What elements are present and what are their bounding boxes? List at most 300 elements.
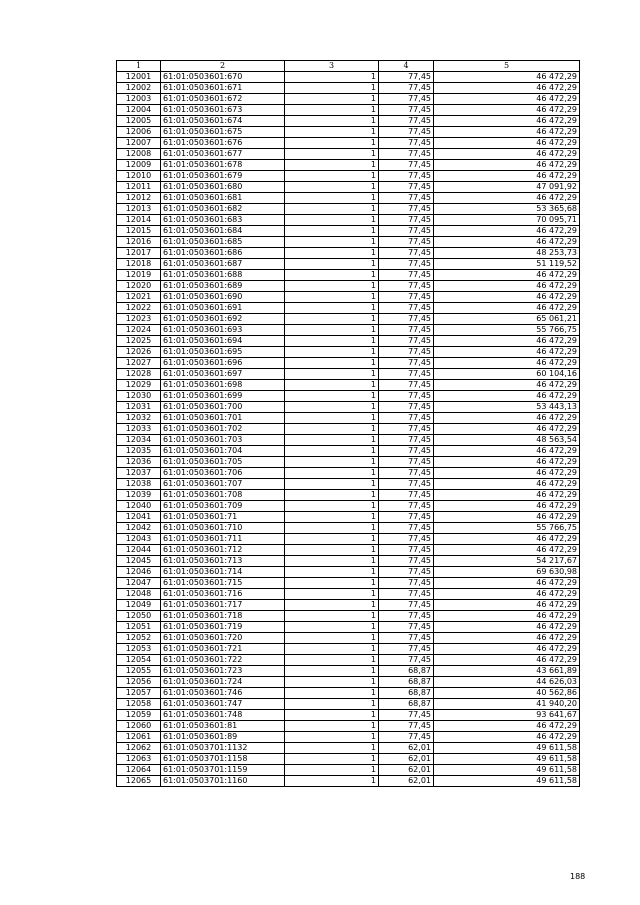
table-row [117,622,580,633]
value-cell: 65 061,21 [434,314,580,325]
row-number-cell: 12014 [117,215,161,226]
value-cell: 70 095,71 [434,215,580,226]
row-number-cell: 12022 [117,303,161,314]
area-cell: 62,01 [379,754,434,765]
table-row [117,380,580,391]
area-cell: 62,01 [379,765,434,776]
count-cell: 1 [285,435,379,446]
area-cell: 77,45 [379,391,434,402]
table-row [117,402,580,413]
count-cell: 1 [285,699,379,710]
count-cell: 1 [285,149,379,160]
area-cell: 77,45 [379,435,434,446]
table-row [117,710,580,721]
table-row [117,688,580,699]
area-cell: 77,45 [379,578,434,589]
table-row [117,633,580,644]
count-cell: 1 [285,292,379,303]
area-cell: 77,45 [379,446,434,457]
area-cell: 77,45 [379,380,434,391]
count-cell: 1 [285,72,379,83]
row-number-cell: 12040 [117,501,161,512]
row-number-cell: 12027 [117,358,161,369]
value-cell: 55 766,75 [434,523,580,534]
count-cell: 1 [285,182,379,193]
area-cell: 77,45 [379,479,434,490]
value-cell: 46 472,29 [434,149,580,160]
value-cell: 46 472,29 [434,545,580,556]
cadastral-number-cell: 61:01:0503601:747 [161,699,285,710]
cadastral-number-cell: 61:01:0503601:692 [161,314,285,325]
count-cell: 1 [285,204,379,215]
area-cell: 77,45 [379,303,434,314]
area-cell: 77,45 [379,292,434,303]
table-row [117,369,580,380]
cadastral-number-cell: 61:01:0503601:706 [161,468,285,479]
area-cell: 68,87 [379,699,434,710]
value-cell: 46 472,29 [434,83,580,94]
value-cell: 46 472,29 [434,578,580,589]
table-row [117,545,580,556]
table-row [117,479,580,490]
count-cell: 1 [285,611,379,622]
table-row [117,325,580,336]
count-cell: 1 [285,490,379,501]
cadastral-number-cell: 61:01:0503601:678 [161,160,285,171]
table-row [117,281,580,292]
row-number-cell: 12036 [117,457,161,468]
value-cell: 46 472,29 [434,622,580,633]
count-cell: 1 [285,281,379,292]
value-cell: 46 472,29 [434,270,580,281]
row-number-cell: 12057 [117,688,161,699]
count-cell: 1 [285,655,379,666]
count-cell: 1 [285,237,379,248]
row-number-cell: 12035 [117,446,161,457]
value-cell: 46 472,29 [434,512,580,523]
table-row [117,347,580,358]
table-row [117,776,580,787]
table-row [117,314,580,325]
count-cell: 1 [285,138,379,149]
row-number-cell: 12061 [117,732,161,743]
cadastral-number-cell: 61:01:0503601:693 [161,325,285,336]
table-row [117,127,580,138]
count-cell: 1 [285,193,379,204]
cadastral-number-cell: 61:01:0503601:714 [161,567,285,578]
count-cell: 1 [285,457,379,468]
value-cell: 40 562,86 [434,688,580,699]
area-cell: 77,45 [379,457,434,468]
value-cell: 49 611,58 [434,765,580,776]
row-number-cell: 12064 [117,765,161,776]
table-row [117,160,580,171]
area-cell: 77,45 [379,732,434,743]
row-number-cell: 12056 [117,677,161,688]
row-number-cell: 12026 [117,347,161,358]
cadastral-number-cell: 61:01:0503601:721 [161,644,285,655]
value-cell: 46 472,29 [434,413,580,424]
area-cell: 77,45 [379,314,434,325]
count-cell: 1 [285,215,379,226]
table-row [117,204,580,215]
area-cell: 77,45 [379,182,434,193]
count-cell: 1 [285,105,379,116]
value-cell: 46 472,29 [434,501,580,512]
area-cell: 77,45 [379,160,434,171]
cadastral-number-cell: 61:01:0503601:709 [161,501,285,512]
row-number-cell: 12032 [117,413,161,424]
cadastral-number-cell: 61:01:0503601:698 [161,380,285,391]
count-cell: 1 [285,776,379,787]
row-number-cell: 12058 [117,699,161,710]
area-cell: 77,45 [379,94,434,105]
count-cell: 1 [285,578,379,589]
cadastral-number-cell: 61:01:0503601:671 [161,83,285,94]
count-cell: 1 [285,721,379,732]
value-cell: 46 472,29 [434,358,580,369]
count-cell: 1 [285,622,379,633]
value-cell: 46 472,29 [434,226,580,237]
count-cell: 1 [285,754,379,765]
table-row [117,644,580,655]
cadastral-number-cell: 61:01:0503601:716 [161,589,285,600]
table-row [117,149,580,160]
value-cell: 46 472,29 [434,336,580,347]
value-cell: 49 611,58 [434,743,580,754]
row-number-cell: 12047 [117,578,161,589]
row-number-cell: 12025 [117,336,161,347]
area-cell: 77,45 [379,512,434,523]
row-number-cell: 12020 [117,281,161,292]
area-cell: 77,45 [379,556,434,567]
cadastral-number-cell: 61:01:0503601:699 [161,391,285,402]
area-cell: 77,45 [379,545,434,556]
count-cell: 1 [285,666,379,677]
row-number-cell: 12051 [117,622,161,633]
count-cell: 1 [285,523,379,534]
cadastral-number-cell: 61:01:0503601:746 [161,688,285,699]
row-number-cell: 12045 [117,556,161,567]
row-number-cell: 12018 [117,259,161,270]
value-cell: 54 217,67 [434,556,580,567]
count-cell: 1 [285,127,379,138]
area-cell: 77,45 [379,523,434,534]
count-cell: 1 [285,468,379,479]
cadastral-number-cell: 61:01:0503601:690 [161,292,285,303]
count-cell: 1 [285,688,379,699]
table-row [117,512,580,523]
value-cell: 46 472,29 [434,303,580,314]
cadastral-number-cell: 61:01:0503601:682 [161,204,285,215]
table-row [117,391,580,402]
area-cell: 77,45 [379,248,434,259]
cadastral-number-cell: 61:01:0503601:717 [161,600,285,611]
value-cell: 46 472,29 [434,380,580,391]
table-row [117,534,580,545]
row-number-cell: 12012 [117,193,161,204]
value-cell: 48 563,54 [434,435,580,446]
cadastral-number-cell: 61:01:0503601:673 [161,105,285,116]
area-cell: 77,45 [379,83,434,94]
cadastral-number-cell: 61:01:0503601:683 [161,215,285,226]
row-number-cell: 12031 [117,402,161,413]
area-cell: 77,45 [379,193,434,204]
table-row [117,446,580,457]
row-number-cell: 12007 [117,138,161,149]
count-cell: 1 [285,303,379,314]
table-row [117,237,580,248]
row-number-cell: 12003 [117,94,161,105]
table-row [117,589,580,600]
cadastral-number-cell: 61:01:0503601:672 [161,94,285,105]
cadastral-number-cell: 61:01:0503601:680 [161,182,285,193]
table-row [117,567,580,578]
value-cell: 46 472,29 [434,281,580,292]
count-cell: 1 [285,479,379,490]
row-number-cell: 12033 [117,424,161,435]
table-row [117,435,580,446]
area-cell: 77,45 [379,468,434,479]
value-cell: 46 472,29 [434,534,580,545]
count-cell: 1 [285,600,379,611]
area-cell: 77,45 [379,721,434,732]
area-cell: 77,45 [379,600,434,611]
table-row [117,358,580,369]
cadastral-number-cell: 61:01:0503701:1159 [161,765,285,776]
row-number-cell: 12002 [117,83,161,94]
cadastral-number-cell: 61:01:0503601:722 [161,655,285,666]
value-cell: 44 626,03 [434,677,580,688]
table-row [117,182,580,193]
value-cell: 46 472,29 [434,347,580,358]
table-row [117,611,580,622]
area-cell: 77,45 [379,655,434,666]
table-row [117,457,580,468]
value-cell: 46 472,29 [434,105,580,116]
row-number-cell: 12016 [117,237,161,248]
row-number-cell: 12062 [117,743,161,754]
row-number-cell: 12055 [117,666,161,677]
cadastral-number-cell: 61:01:0503601:720 [161,633,285,644]
table-header [117,61,580,72]
value-cell: 41 940,20 [434,699,580,710]
count-cell: 1 [285,116,379,127]
count-cell: 1 [285,512,379,523]
row-number-cell: 12042 [117,523,161,534]
row-number-cell: 12013 [117,204,161,215]
table-row [117,754,580,765]
row-number-cell: 12005 [117,116,161,127]
row-number-cell: 12050 [117,611,161,622]
count-cell: 1 [285,259,379,270]
table-row [117,743,580,754]
cadastral-number-cell: 61:01:0503601:713 [161,556,285,567]
column-header-5: 5 [434,61,580,72]
area-cell: 77,45 [379,237,434,248]
row-number-cell: 12044 [117,545,161,556]
count-cell: 1 [285,226,379,237]
value-cell: 46 472,29 [434,171,580,182]
table-row [117,248,580,259]
table-row [117,578,580,589]
cadastral-number-cell: 61:01:0503601:686 [161,248,285,259]
area-cell: 77,45 [379,281,434,292]
cadastral-number-cell: 61:01:0503601:697 [161,369,285,380]
area-cell: 77,45 [379,72,434,83]
table-row [117,215,580,226]
column-header-2: 2 [161,61,285,72]
area-cell: 77,45 [379,149,434,160]
value-cell: 46 472,29 [434,732,580,743]
row-number-cell: 12024 [117,325,161,336]
value-cell: 46 472,29 [434,479,580,490]
cadastral-number-cell: 61:01:0503601:748 [161,710,285,721]
cadastral-number-cell: 61:01:0503601:711 [161,534,285,545]
cadastral-number-cell: 61:01:0503601:675 [161,127,285,138]
cadastral-number-cell: 61:01:0503601:715 [161,578,285,589]
row-number-cell: 12063 [117,754,161,765]
cadastral-number-cell: 61:01:0503601:694 [161,336,285,347]
value-cell: 93 641,67 [434,710,580,721]
value-cell: 46 472,29 [434,94,580,105]
row-number-cell: 12017 [117,248,161,259]
value-cell: 69 630,98 [434,567,580,578]
count-cell: 1 [285,677,379,688]
cadastral-number-cell: 61:01:0503601:670 [161,72,285,83]
cadastral-number-cell: 61:01:0503601:708 [161,490,285,501]
cadastral-number-cell: 61:01:0503601:684 [161,226,285,237]
count-cell: 1 [285,765,379,776]
count-cell: 1 [285,633,379,644]
value-cell: 51 119,52 [434,259,580,270]
column-header-1: 1 [117,61,161,72]
area-cell: 77,45 [379,589,434,600]
cadastral-number-cell: 61:01:0503601:679 [161,171,285,182]
row-number-cell: 12054 [117,655,161,666]
value-cell: 46 472,29 [434,457,580,468]
area-cell: 68,87 [379,688,434,699]
area-cell: 77,45 [379,710,434,721]
count-cell: 1 [285,589,379,600]
table-row [117,259,580,270]
table-row [117,666,580,677]
count-cell: 1 [285,314,379,325]
value-cell: 48 253,73 [434,248,580,259]
cadastral-number-cell: 61:01:0503601:723 [161,666,285,677]
value-cell: 46 472,29 [434,292,580,303]
table-row [117,677,580,688]
table-row [117,138,580,149]
row-number-cell: 12037 [117,468,161,479]
area-cell: 77,45 [379,204,434,215]
row-number-cell: 12043 [117,534,161,545]
area-cell: 77,45 [379,424,434,435]
header-row [117,61,580,72]
table-row [117,105,580,116]
value-cell: 49 611,58 [434,754,580,765]
cadastral-number-cell: 61:01:0503601:703 [161,435,285,446]
row-number-cell: 12038 [117,479,161,490]
area-cell: 77,45 [379,534,434,545]
cadastral-number-cell: 61:01:0503601:695 [161,347,285,358]
table-row [117,468,580,479]
table-row [117,699,580,710]
row-number-cell: 12019 [117,270,161,281]
row-number-cell: 12029 [117,380,161,391]
area-cell: 77,45 [379,501,434,512]
value-cell: 46 472,29 [434,160,580,171]
count-cell: 1 [285,413,379,424]
value-cell: 53 365,68 [434,204,580,215]
row-number-cell: 12030 [117,391,161,402]
row-number-cell: 12023 [117,314,161,325]
count-cell: 1 [285,545,379,556]
area-cell: 77,45 [379,105,434,116]
cadastral-number-cell: 61:01:0503601:719 [161,622,285,633]
value-cell: 46 472,29 [434,644,580,655]
area-cell: 77,45 [379,325,434,336]
count-cell: 1 [285,83,379,94]
cadastral-number-cell: 61:01:0503601:89 [161,732,285,743]
area-cell: 62,01 [379,743,434,754]
cadastral-number-cell: 61:01:0503601:696 [161,358,285,369]
cadastral-number-cell: 61:01:0503601:724 [161,677,285,688]
cadastral-number-cell: 61:01:0503601:689 [161,281,285,292]
area-cell: 62,01 [379,776,434,787]
value-cell: 46 472,29 [434,72,580,83]
value-cell: 46 472,29 [434,468,580,479]
table-row [117,413,580,424]
table-row [117,501,580,512]
area-cell: 77,45 [379,402,434,413]
area-cell: 77,45 [379,490,434,501]
cadastral-number-cell: 61:01:0503601:674 [161,116,285,127]
row-number-cell: 12011 [117,182,161,193]
row-number-cell: 12010 [117,171,161,182]
cadastral-number-cell: 61:01:0503601:702 [161,424,285,435]
value-cell: 46 472,29 [434,721,580,732]
row-number-cell: 12060 [117,721,161,732]
table-row [117,336,580,347]
row-number-cell: 12046 [117,567,161,578]
table-row [117,226,580,237]
cadastral-number-cell: 61:01:0503601:81 [161,721,285,732]
value-cell: 47 091,92 [434,182,580,193]
table-row [117,83,580,94]
count-cell: 1 [285,358,379,369]
count-cell: 1 [285,501,379,512]
area-cell: 77,45 [379,347,434,358]
table-row [117,490,580,501]
value-cell: 46 472,29 [434,237,580,248]
area-cell: 77,45 [379,116,434,127]
row-number-cell: 12009 [117,160,161,171]
count-cell: 1 [285,743,379,754]
table-row [117,303,580,314]
table-row [117,765,580,776]
value-cell: 43 661,89 [434,666,580,677]
value-cell: 46 472,29 [434,391,580,402]
table-body [117,72,580,787]
table-row [117,655,580,666]
row-number-cell: 12048 [117,589,161,600]
count-cell: 1 [285,644,379,655]
page-number: 188 [570,872,586,881]
count-cell: 1 [285,369,379,380]
row-number-cell: 12049 [117,600,161,611]
area-cell: 77,45 [379,567,434,578]
